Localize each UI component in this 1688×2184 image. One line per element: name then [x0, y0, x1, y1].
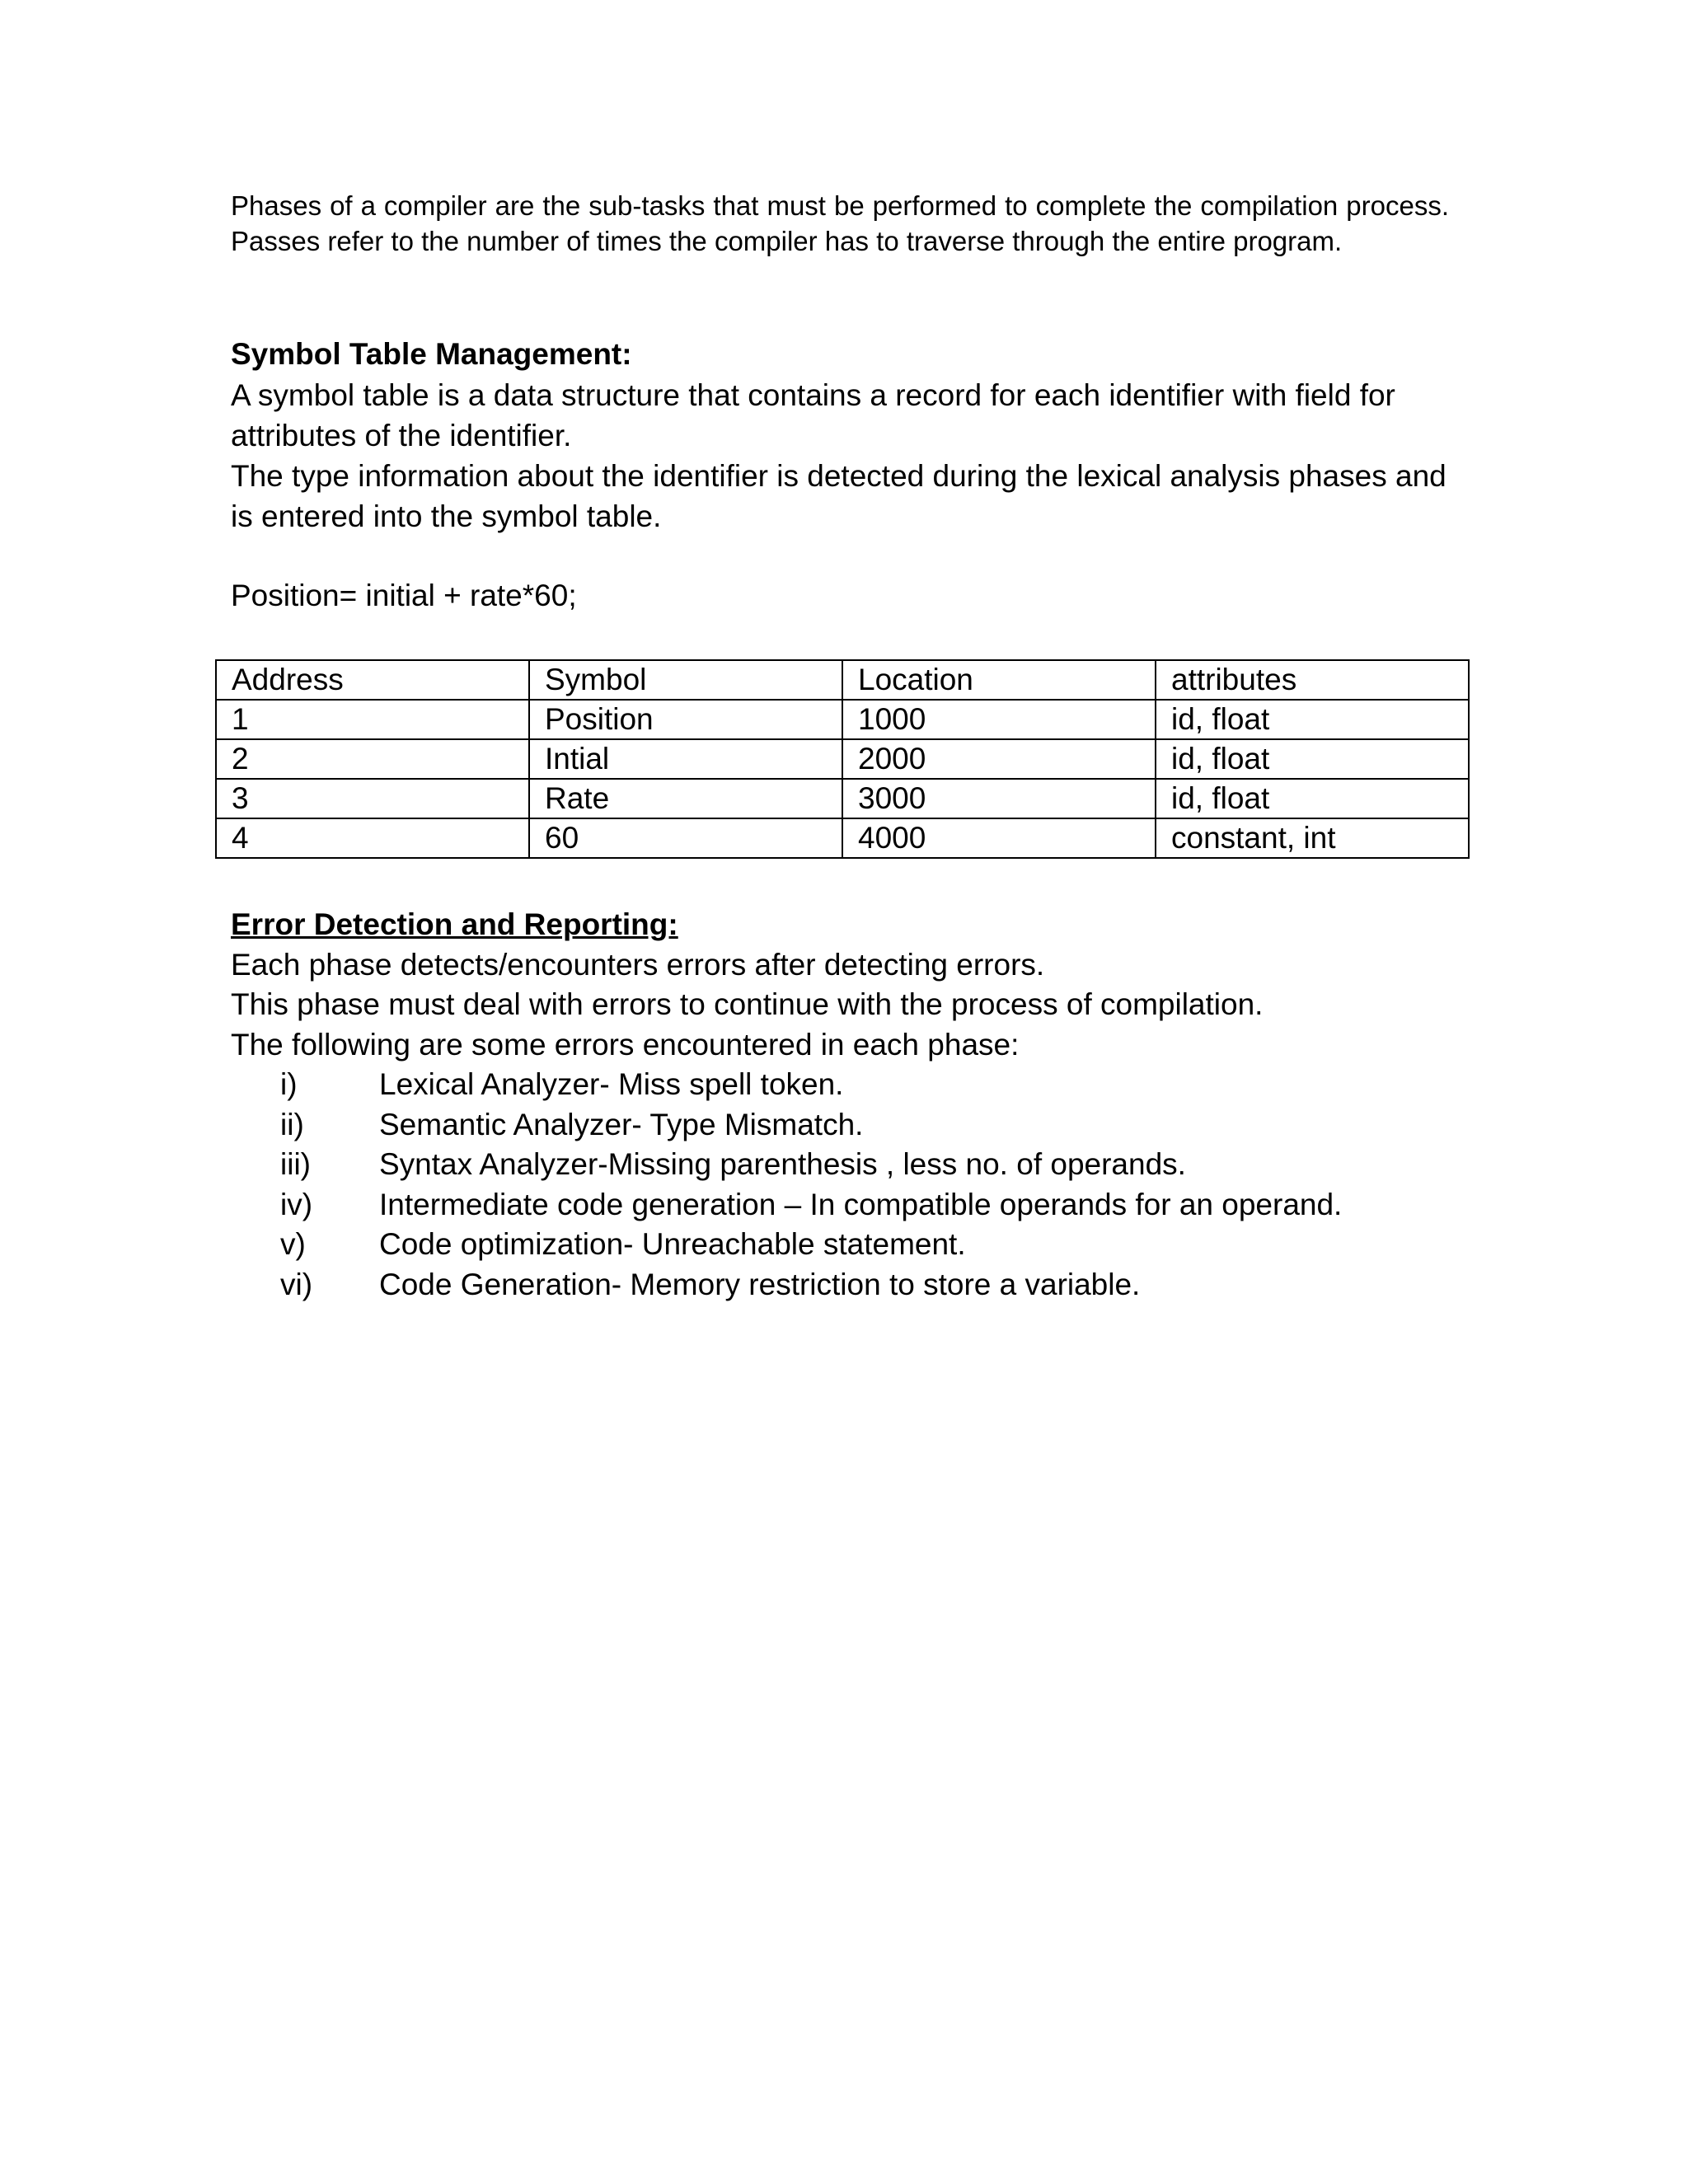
table-cell: 3000	[842, 779, 1156, 818]
type-information-paragraph: The type information about the identifier is detected during the lexical analysis phases and is entered into the symbol table.	[231, 459, 1447, 533]
list-item-number: ii)	[280, 1107, 304, 1141]
table-cell: id, float	[1156, 779, 1469, 818]
table-cell: Position	[529, 700, 842, 739]
table-header-cell: Symbol	[529, 660, 842, 700]
table-row	[216, 700, 1469, 739]
table-cell: 1	[216, 700, 529, 739]
table-header-cell: Location	[842, 660, 1156, 700]
table-row	[216, 818, 1469, 858]
list-item-text: Syntax Analyzer-Missing parenthesis , less no. of operands.	[379, 1147, 1186, 1181]
list-item-number: v)	[280, 1227, 306, 1261]
list-item-text: Code Generation- Memory restriction to store a variable.	[379, 1267, 1141, 1301]
table-cell: id, float	[1156, 700, 1469, 739]
table-cell: 3	[216, 779, 529, 818]
table-cell: 4	[216, 818, 529, 858]
table-cell: 4000	[842, 818, 1156, 858]
symbol-table-definition: A symbol table is a data structure that contains a record for each identifier with field for attributes of the identifier.	[231, 378, 1395, 452]
intro-paragraph: Phases of a compiler are the sub-tasks that must be performed to complete the compilation process. Passes refer to the number of times the compiler has to traverse through the entire program.	[231, 190, 1449, 256]
table-header-cell: Address	[216, 660, 529, 700]
symbol-table-heading: Symbol Table Management:	[231, 337, 632, 371]
table-row	[216, 779, 1469, 818]
list-item-text: Code optimization- Unreachable statement.	[379, 1227, 966, 1261]
table-cell: 2000	[842, 739, 1156, 779]
list-item-number: vi)	[280, 1267, 313, 1301]
list-item-text: Intermediate code generation – In compatible operands for an operand.	[379, 1187, 1343, 1221]
table-cell: 1000	[842, 700, 1156, 739]
list-item-number: i)	[280, 1067, 298, 1101]
error-description-line: The following are some errors encountered in each phase:	[231, 1028, 1020, 1062]
error-description-line: This phase must deal with errors to continue with the process of compilation.	[231, 987, 1264, 1021]
list-item-text: Semantic Analyzer- Type Mismatch.	[379, 1107, 864, 1141]
table-cell: Rate	[529, 779, 842, 818]
table-cell: id, float	[1156, 739, 1469, 779]
list-item-number: iv)	[280, 1187, 313, 1221]
table-cell: 2	[216, 739, 529, 779]
error-description-line: Each phase detects/encounters errors after detecting errors.	[231, 948, 1045, 982]
table-row	[216, 739, 1469, 779]
list-item-number: iii)	[280, 1147, 311, 1181]
table-cell: 60	[529, 818, 842, 858]
table-cell: Intial	[529, 739, 842, 779]
symbol-table	[215, 659, 1470, 859]
example-expression: Position= initial + rate*60;	[231, 579, 577, 612]
table-header-cell: attributes	[1156, 660, 1469, 700]
table-header-row	[216, 660, 1469, 700]
error-detection-heading: Error Detection and Reporting:	[231, 907, 678, 941]
table-cell: constant, int	[1156, 818, 1469, 858]
list-item-text: Lexical Analyzer- Miss spell token.	[379, 1067, 844, 1101]
